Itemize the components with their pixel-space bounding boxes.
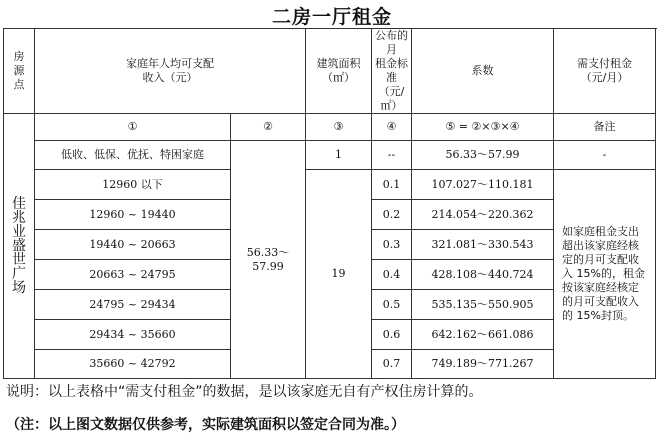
header-point-line: 房 (13, 50, 25, 63)
project-name-char: 佳 (12, 196, 26, 212)
header-standard (372, 29, 412, 114)
header-point-line: 点 (13, 78, 25, 91)
coef-value: 0.7 (372, 350, 412, 379)
income-range: 20663 ~ 24795 (35, 260, 231, 290)
special-note: - (554, 141, 656, 170)
project-name-char: 世 (12, 252, 26, 268)
special-rent: 56.33～57.99 (412, 141, 554, 170)
disclaimer-text: （注：以上图文数据仅供参考，实际建筑面积以签定合同为准。） (6, 417, 405, 433)
header-standard-line: 租金标准 (375, 57, 408, 84)
header-income-line: 家庭年人均可支配 (126, 57, 214, 70)
header-rent-line: 需支付租金 (577, 57, 632, 70)
header-rent (554, 29, 656, 114)
header-point-line: 源 (13, 64, 25, 77)
header-income-line: 收入（元） (142, 71, 198, 84)
coef-value: 0.4 (372, 260, 412, 290)
project-name-char: 盛 (12, 238, 26, 254)
header-area-line: （㎡） (322, 71, 355, 84)
project-name-char: 兆 (12, 210, 26, 226)
header-area-line: 建筑面积 (316, 57, 361, 70)
coef-value: 0.1 (372, 170, 412, 200)
rent-value: 321.081～330.543 (412, 230, 554, 260)
special-standard: 1 (306, 141, 372, 170)
index-row (4, 114, 656, 141)
project-name-char: 业 (12, 224, 26, 240)
header-area (306, 29, 372, 114)
area-value (231, 141, 306, 379)
income-range: 35660 ~ 42792 (35, 350, 231, 379)
rent-table (3, 28, 656, 379)
index-cell: ④ (372, 114, 412, 141)
coef-value: 0.5 (372, 290, 412, 320)
note-line: 入 15%的，租金 (562, 267, 645, 280)
special-income: 低收、低保、优抚、特困家庭 (35, 141, 231, 170)
standard-value: 19 (306, 170, 372, 379)
header-standard-line: （元/㎡） (378, 85, 405, 112)
note-line: 超出该家庭经核 (562, 239, 639, 252)
note-line: 的 15%封顶。 (562, 309, 634, 322)
coef-value: 0.3 (372, 230, 412, 260)
income-range: 12960 以下 (35, 170, 231, 200)
rent-value: 428.108～440.724 (412, 260, 554, 290)
coef-value: 0.6 (372, 320, 412, 350)
index-cell: ② (231, 114, 306, 141)
income-range: 12960 ~ 19440 (35, 200, 231, 230)
explanation-text: 说明：以上表格中“需支付租金”的数据，是以该家庭无自有产权住房计算的。 (6, 384, 483, 400)
header-rent-line: （元/月） (580, 71, 629, 84)
note-line: 按该家庭经核定 (562, 281, 639, 294)
header-point (4, 29, 35, 114)
rent-value: 749.189～771.267 (412, 350, 554, 379)
page-title: 二房一厅租金 (271, 6, 392, 28)
note-line: 定的月可支配收 (562, 253, 639, 266)
header-row (4, 29, 656, 114)
income-range: 24795 ~ 29434 (35, 290, 231, 320)
project-name-char: 场 (12, 280, 26, 296)
coef-value: 0.2 (372, 200, 412, 230)
index-cell: ⑤ = ②×③×④ (412, 114, 554, 141)
project-name-char: 广 (12, 266, 26, 282)
rent-value: 535.135～550.905 (412, 290, 554, 320)
note-text (554, 170, 656, 379)
note-line: 如家庭租金支出 (562, 225, 639, 238)
rent-value: 107.027～110.181 (412, 170, 554, 200)
index-cell: 备注 (554, 114, 656, 141)
index-cell: ③ (306, 114, 372, 141)
table-row (4, 170, 656, 200)
special-coef: -- (372, 141, 412, 170)
special-row (4, 141, 656, 170)
index-cell: ① (35, 114, 231, 141)
project-name (4, 114, 35, 379)
area-value-line: 56.33～ (246, 245, 290, 259)
header-standard-line: 公布的月 (375, 29, 408, 56)
income-range: 29434 ~ 35660 (35, 320, 231, 350)
header-income (35, 29, 306, 114)
rent-value: 214.054～220.362 (412, 200, 554, 230)
header-coef: 系数 (412, 29, 554, 114)
rent-value: 642.162～661.086 (412, 320, 554, 350)
income-range: 19440 ~ 20663 (35, 230, 231, 260)
area-value-line: 57.99 (252, 259, 284, 273)
note-line: 的月可支配收入 (562, 295, 639, 308)
